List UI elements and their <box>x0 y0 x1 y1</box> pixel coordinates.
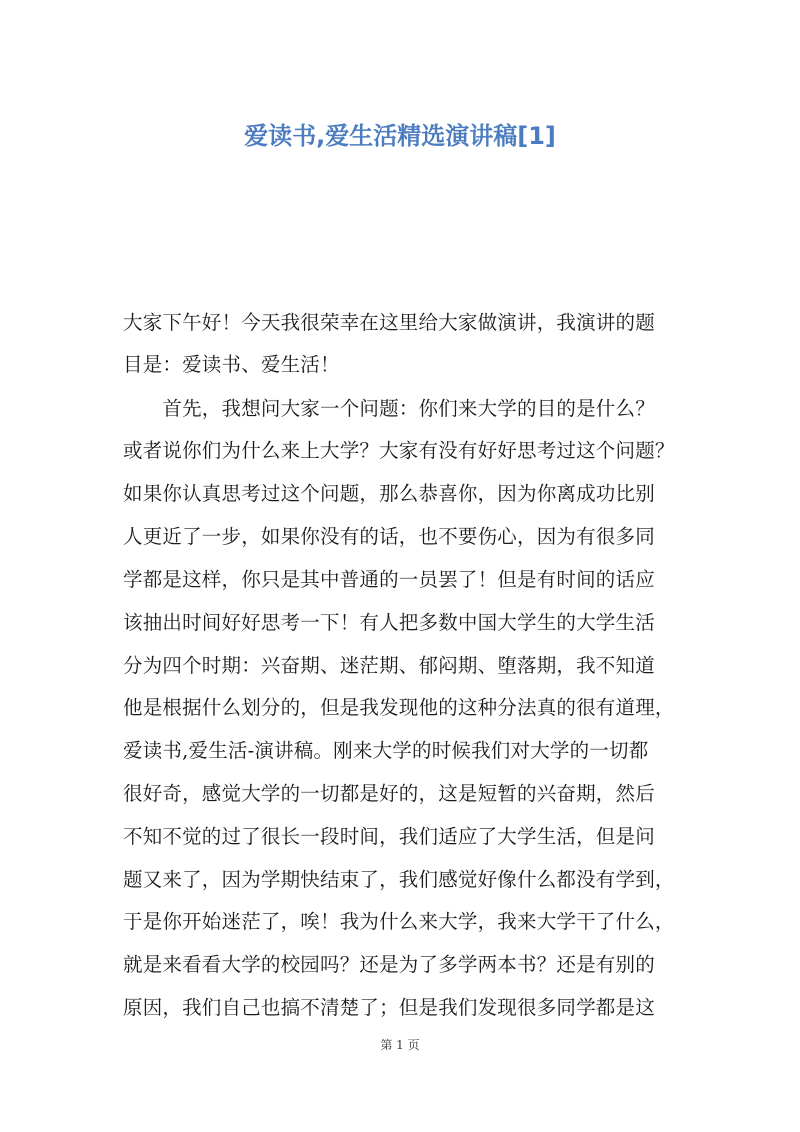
body-line: 该抽出时间好好思考一下！有人把多数中国大学生的大学生活 <box>123 611 655 634</box>
body-line: 或者说你们为什么来上大学？大家有没有好好思考过这个问题？ <box>123 439 675 462</box>
body-line: 题又来了，因为学期快结束了，我们感觉好像什么都没有学到， <box>123 868 675 891</box>
body-line: 目是：爱读书、爱生活！ <box>123 353 340 376</box>
body-line: 学都是这样，你只是其中普通的一员罢了！但是有时间的话应 <box>123 568 655 591</box>
body-line: 大家下午好！今天我很荣幸在这里给大家做演讲，我演讲的题 <box>123 311 655 334</box>
document-title: 爱读书,爱生活精选演讲稿[1] <box>244 122 556 150</box>
body-line: 原因，我们自己也搞不清楚了；但是我们发现很多同学都是这 <box>123 996 655 1019</box>
body-line: 于是你开始迷茫了，唉！我为什么来大学，我来大学干了什么， <box>123 910 675 933</box>
body-line: 就是来看看大学的校园吗？还是为了多学两本书？还是有别的 <box>123 953 655 976</box>
body-line: 很好奇，感觉大学的一切都是好的，这是短暂的兴奋期，然后 <box>123 782 655 805</box>
page-number: 第 1 页 <box>380 1038 420 1052</box>
body-line: 如果你认真思考过这个问题，那么恭喜你，因为你离成功比别 <box>123 482 655 505</box>
body-line: 爱读书,爱生活-演讲稿。刚来大学的时候我们对大学的一切都 <box>123 739 649 762</box>
body-line: 首先，我想问大家一个问题：你们来大学的目的是什么？ <box>123 397 655 420</box>
body-line: 分为四个时期：兴奋期、迷茫期、郁闷期、堕落期，我不知道 <box>123 654 655 677</box>
body-line: 不知不觉的过了很长一段时间，我们适应了大学生活，但是问 <box>123 825 655 848</box>
body-line: 他是根据什么划分的，但是我发现他的这种分法真的很有道理， <box>123 696 675 719</box>
body-line: 人更近了一步，如果你没有的话，也不要伤心，因为有很多同 <box>123 525 655 548</box>
